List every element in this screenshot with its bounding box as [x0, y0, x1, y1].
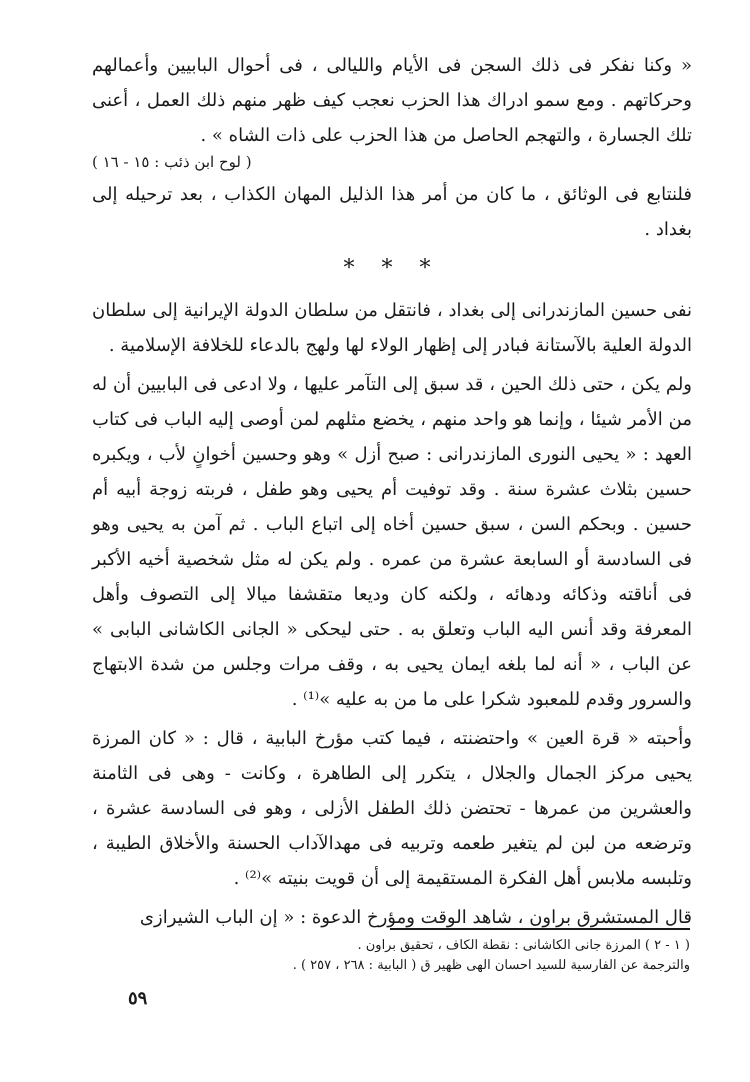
paragraph-follow-documents: فلنتابع فى الوثائق ، ما كان من أمر هذا الذليل المهان الكذاب ، بعد ترحيله إلى بغداد .: [92, 184, 692, 240]
citation-lawh-ibn-dhib: ( لوح ابن ذئب : ١٥ - ١٦ ): [92, 153, 252, 171]
footnote-line-2: والترجمة عن الفارسية للسيد احسان الهى ظهير ق ( البابية : ٢٦٨ ، ٢٥٧ ) .: [292, 958, 690, 973]
paragraph-browne: قال المستشرق براون ، شاهد الوقت ومؤرخ الدعوة : « إن الباب الشيرازى: [139, 907, 692, 928]
paragraph-qurrat-al-ayn: وأحبته « قرة العين » واحتضنته ، فيما كتب مؤرخ البابية ، قال : « كان المرزة يحيى مركز الجمال والجلال ، يتكرر إلى الطاهرة ، وكانت - وهى فى الثامنة والعشرين من عمرها - تحتضن ذلك الطفل الأزلى ، وهو فى السادسة عشرة ، وترضعه من لبن لم يتغير طعمه وتربيه فى مهدالآداب الحسنة والأخلاق الطيبة ، وتلبسه ملابس أهل الفكرة المستقيمة إلى أن قويت بنيته »⁽²⁾ .: [92, 728, 692, 889]
section-separator: * * *: [343, 256, 441, 281]
paragraph-exile-baghdad: نفى حسين المازندرانى إلى بغداد ، فانتقل من سلطان الدولة الإيرانية إلى سلطان الدولة العلية بالآستانة فبادر إلى إظهار الولاء لها ولهج بالدعاء للخلافة الإسلامية .: [92, 300, 692, 356]
footnotes: [130, 936, 690, 976]
paragraph-quote-prison: « وكنا نفكر فى ذلك السجن فى الأيام والليالى ، فى أحوال البابيين وأعمالهم وحركاتهم . ومع سمو ادراك هذا الحزب نعجب كيف ظهر منهم ذلك العمل ، أعنى تلك الجسارة ، والتهجم الحاصل من هذا الحزب على ذات الشاه » .: [92, 55, 692, 146]
paragraph-yahya-history: ولم يكن ، حتى ذلك الحين ، قد سبق إلى التآمر عليها ، ولا ادعى فى البابيين أن له من الأمر شيئا ، وإنما هو واحد منهم ، يخضع مثلهم لمن أوصى إليه الباب فى كتاب العهد : « يحيى النورى المازندرانى : صبح أزل » وهو وحسين أخوانٍ لأب ، ويكبره حسين بثلاث عشرة سنة . وقد توفيت أم يحيى وهو طفل ، فربته زوجة أبيه أم حسين . وبحكم السن ، سبق حسين أخاه إلى اتباع الباب . ثم آمن به يحيى وهو فى السادسة أو السابعة عشرة من عمره . ولم يكن له مثل شخصية أخيه الأكبر فى أناقته وذكائه ودهائه ، ولكنه كان وديعا متقشفا ميالا إلى التصوف وأهل المعرفة وقد أنس اليه الباب وتعلق به . حتى ليحكى « الجانى الكاشانى البابى » عن الباب ، « أنه لما بلغه ايمان يحيى به ، وقف مرات وجلس من شدة الابتهاج والسرور وقدم للمعبود شكرا على ما من به عليه »⁽¹⁾ .: [92, 374, 692, 710]
footnote-line-1: ( ١ - ٢ ) المرزة جانى الكاشانى : نقطة الكاف ، تحقيق براون .: [357, 938, 690, 953]
page-number: ٥٩: [128, 988, 148, 1009]
footnote-divider: [390, 928, 690, 930]
page-body: [92, 48, 692, 939]
